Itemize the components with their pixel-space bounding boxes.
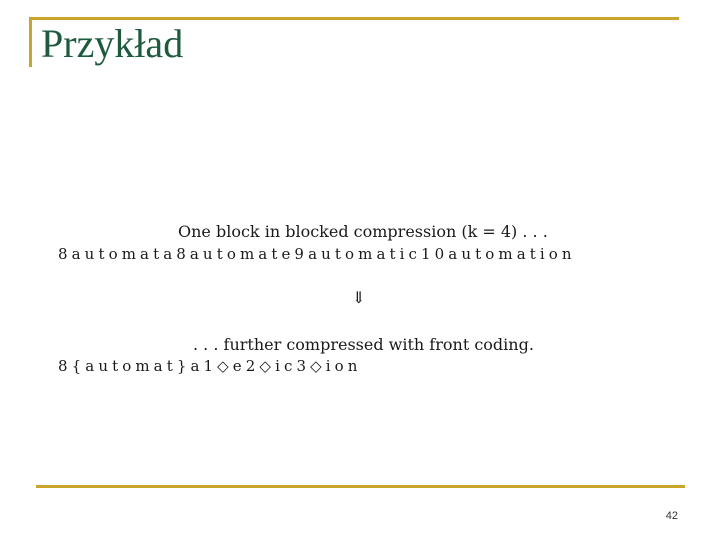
caption-blocked-compression: One block in blocked compression (k = 4) . . . — [178, 222, 548, 241]
sequence-front-coded: 8{automat}a1◇e2◇ic3◇ion — [58, 357, 362, 375]
title-frame-top-rule — [29, 17, 679, 20]
sequence-blocked: 8automata8automate9automatic10automation — [58, 245, 576, 263]
footer-rule — [36, 485, 685, 488]
title-frame-left-bar — [29, 17, 32, 67]
down-double-arrow-icon: ⇓ — [352, 288, 366, 307]
caption-front-coding: . . . further compressed with front coding. — [193, 335, 534, 354]
page-number: 42 — [665, 510, 678, 522]
slide-title: Przykład — [41, 21, 184, 66]
